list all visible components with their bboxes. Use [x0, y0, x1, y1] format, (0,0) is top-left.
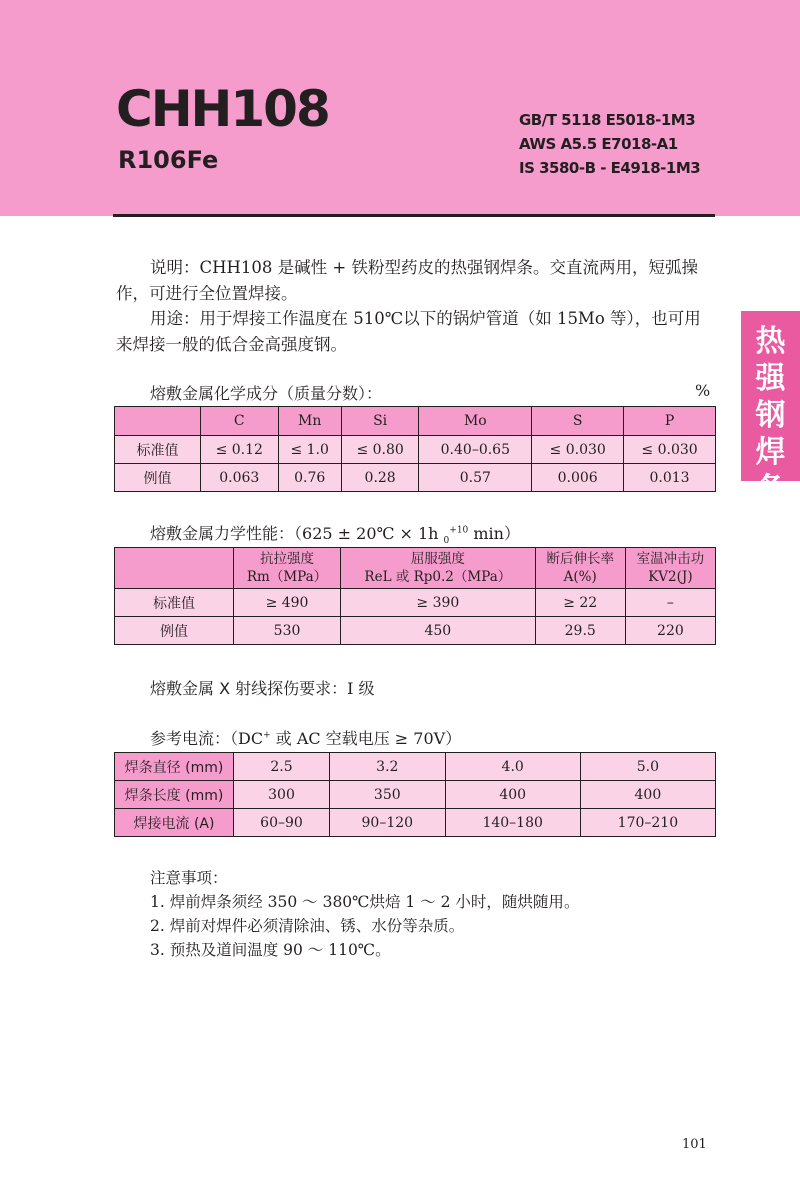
row-label: 例值: [115, 464, 201, 492]
row-label: 标准值: [115, 436, 201, 464]
chem-heading: 熔敷金属化学成分（质量分数）：: [150, 384, 383, 403]
chem-value: ≤ 0.030: [624, 436, 716, 464]
current-value: 5.0: [580, 753, 715, 781]
mech-header-line: 断后伸长率: [546, 551, 614, 567]
category-char: 热: [755, 324, 786, 359]
description-paragraph: [116, 255, 716, 307]
current-value: 60–90: [234, 809, 330, 837]
mech-header-line: Rm（MPa）: [246, 569, 328, 585]
mech-value: 450: [341, 617, 536, 645]
table-row: [115, 809, 716, 837]
chem-header-cell: Mn: [278, 407, 341, 436]
mech-header-line: 室温冲击功: [636, 551, 705, 567]
category-char: 钢: [755, 398, 786, 433]
mech-value: ≥ 390: [341, 589, 536, 617]
usage-text: 用于焊接工作温度在 510℃以下的锅炉管道（如 15Mo 等），也可用来焊接一般的低合金高强度钢。: [116, 309, 701, 354]
chem-table: [114, 406, 716, 492]
header-divider: [113, 214, 715, 217]
row-label: 焊条直径 (mm): [115, 753, 234, 781]
chem-value: ≤ 0.80: [341, 436, 419, 464]
chem-value: 0.76: [278, 464, 341, 492]
category-char: 焊: [755, 435, 786, 470]
standard-gb: GB/T 5118 E5018-1M3: [519, 111, 696, 129]
note-item: 2. 焊前对焊件必须清除油、锈、水份等杂质。: [150, 917, 465, 935]
usage-paragraph: [116, 306, 716, 358]
header-band: [0, 0, 800, 216]
chem-value: 0.28: [341, 464, 419, 492]
current-value: 2.5: [234, 753, 330, 781]
chem-header-cell: Si: [341, 407, 419, 436]
current-value: 4.0: [445, 753, 580, 781]
category-char: 条: [755, 472, 786, 507]
current-value: 3.2: [330, 753, 446, 781]
mech-value: 530: [234, 617, 341, 645]
mech-header-line: 屈服强度: [410, 551, 465, 567]
chem-header-cell: Mo: [419, 407, 532, 436]
chem-value: ≤ 0.12: [201, 436, 279, 464]
current-heading-label: 参考电流：: [150, 729, 231, 748]
mech-condition-sup: +10: [449, 525, 469, 536]
mech-header-cell: [234, 548, 341, 589]
row-label: 焊接电流 (A): [115, 809, 234, 837]
notes-section: [150, 866, 579, 962]
chem-header-cell: C: [201, 407, 279, 436]
mech-table: [114, 547, 716, 645]
chem-unit: %: [695, 381, 711, 400]
row-label: 焊条长度 (mm): [115, 781, 234, 809]
xray-line: [150, 676, 375, 699]
mech-condition-main: （625 ± 20℃ × 1h: [294, 524, 444, 543]
table-row: [115, 464, 716, 492]
notes-heading: 注意事项：: [150, 869, 228, 887]
mech-value: ≥ 490: [234, 589, 341, 617]
current-value: 140–180: [445, 809, 580, 837]
xray-value: I 级: [347, 679, 375, 698]
mech-header-cell: [625, 548, 715, 589]
table-row: [115, 753, 716, 781]
current-value: 170–210: [580, 809, 715, 837]
page-number: 101: [682, 1137, 707, 1152]
current-value: 300: [234, 781, 330, 809]
standard-aws: AWS A5.5 E7018-A1: [519, 135, 678, 153]
mech-header-line: A(%): [563, 569, 597, 585]
current-heading: [150, 726, 461, 749]
table-row: [115, 589, 716, 617]
current-condition: [230, 729, 461, 748]
chem-value: 0.57: [419, 464, 532, 492]
chem-header-cell: [115, 407, 201, 436]
mech-heading-label: 熔敷金属力学性能：: [150, 524, 295, 543]
current-value: 400: [445, 781, 580, 809]
table-row: [115, 617, 716, 645]
note-item: 1. 焊前焊条须经 350 ～ 380℃烘焙 1 ～ 2 小时，随烘随用。: [150, 893, 580, 911]
mech-value: –: [625, 589, 715, 617]
current-condition-end: 或 AC 空载电压 ≥ 70V）: [270, 729, 462, 748]
mech-condition-sub: 0: [443, 536, 450, 547]
category-char: 强: [755, 361, 786, 396]
current-condition-main: （DC: [230, 729, 264, 748]
mech-header-line: KV2(J): [648, 569, 693, 585]
mech-condition: [294, 524, 520, 547]
mech-header-line: ReL 或 Rp0.2（MPa）: [364, 569, 512, 585]
description-text: CHH108 是碱性 + 铁粉型药皮的热强钢焊条。交直流两用，短弧操作，可进行全位置焊接。: [116, 258, 698, 303]
category-tab: [741, 311, 800, 507]
mech-value: 29.5: [535, 617, 625, 645]
usage-label: 用途：: [150, 309, 200, 328]
chem-value: ≤ 0.030: [532, 436, 624, 464]
standards-list: [519, 108, 700, 180]
current-value: 350: [330, 781, 446, 809]
current-value: 90–120: [330, 809, 446, 837]
table-row: [115, 436, 716, 464]
chem-header-cell: P: [624, 407, 716, 436]
mech-value: 220: [625, 617, 715, 645]
current-value: 400: [580, 781, 715, 809]
chem-header-cell: S: [532, 407, 624, 436]
row-label: 标准值: [115, 589, 234, 617]
mech-header-cell: [535, 548, 625, 589]
mech-heading: [150, 521, 520, 546]
mech-condition-end: min）: [468, 524, 520, 543]
current-condition-sup: +: [263, 730, 271, 741]
xray-label: 熔敷金属 X 射线探伤要求：: [150, 679, 348, 698]
row-label: 例值: [115, 617, 234, 645]
mech-header-cell: [115, 548, 234, 589]
mech-header-line: 抗拉强度: [260, 551, 315, 567]
product-code: CHH108: [116, 80, 329, 138]
chem-value: 0.40–0.65: [419, 436, 532, 464]
note-item: 3. 预热及道间温度 90 ～ 110℃。: [150, 941, 391, 959]
chem-value: ≤ 1.0: [278, 436, 341, 464]
table-row: [115, 781, 716, 809]
mech-header-cell: [341, 548, 536, 589]
mech-value: ≥ 22: [535, 589, 625, 617]
standard-is: IS 3580-B - E4918-1M3: [519, 159, 701, 177]
product-alias: R106Fe: [118, 146, 219, 174]
chem-value: 0.063: [201, 464, 279, 492]
current-table: [114, 752, 716, 837]
chem-value: 0.013: [624, 464, 716, 492]
chem-value: 0.006: [532, 464, 624, 492]
description-label: 说明：: [150, 258, 200, 277]
